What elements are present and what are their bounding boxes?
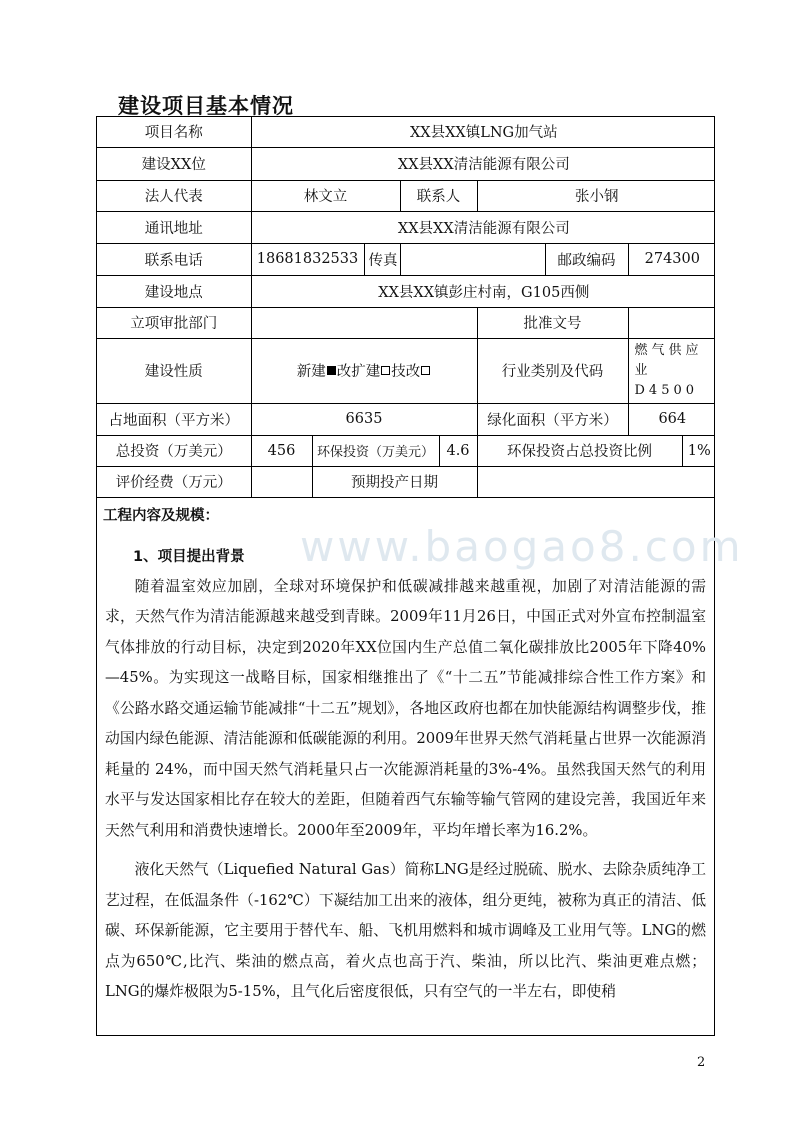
env-investment-value: 4.6: [439, 435, 477, 466]
location-value: XX县XX镇彭庄村南，G105西侧: [251, 275, 715, 307]
row-eval-fee: [97, 466, 715, 497]
approval-dept-value: [251, 307, 477, 338]
industry-value: 燃气供应业D4500: [628, 338, 715, 403]
phone-value: 18681832533: [251, 243, 364, 275]
approval-no-value: [628, 307, 715, 338]
row-nature: [97, 338, 715, 403]
legal-rep-label: 法人代表: [97, 180, 251, 211]
eval-fee-label: 评价经费（万元）: [97, 466, 251, 497]
row-location: [97, 275, 715, 307]
fax-value: [400, 243, 545, 275]
scope-title: 工程内容及规模：: [103, 507, 219, 524]
nature-label: 建设性质: [97, 338, 251, 403]
checkbox-new[interactable]: [327, 366, 336, 375]
row-address: [97, 211, 715, 243]
env-ratio-value: 1%: [682, 435, 715, 466]
address-value: XX县XX清洁能源有限公司: [251, 211, 715, 243]
postcode-value: 274300: [628, 243, 715, 275]
land-area-label: 占地面积（平方米）: [97, 403, 251, 435]
nature-new-label: 新建: [296, 364, 326, 380]
row-investment: [97, 435, 715, 466]
project-name-value: XX县XX镇LNG加气站: [251, 117, 715, 147]
row-project-name: [97, 117, 715, 147]
paragraph-1: 随着温室效应加剧，全球对环境保护和低碳减排越来越重视，加剧了对清洁能源的需求，天然气作为清洁能源越来越受到青睐。2009年11月26日，中国正式对外宣布控制温室气体排放的行动目标，决定到2020年XX位国内生产总值二氧化碳排放比2005年下降40%—45%。为实现这一战略目标，国家相继推出了《“十二五”节能减排综合性工作方案》和《公路水路交通运输节能减排“十二五”规划》，各地区政府也都在加快能源结构调整步伐，推动国内绿色能源、清洁能源和低碳能源的利用。2009年世界天然气消耗量占世界一次能源消耗量的 24%，而中国天然气消耗量只占一次能源消耗量的3%-4%。虽然我国天然气的利用水平与发达国家相比存在较大的差距，但随着西气东输等输气管网的建设完善，我国近年来天然气利用和消费快速增长。2000年至2009年，平均年增长率为16.2%。: [105, 577, 706, 839]
page-title: 建设项目基本情况: [118, 94, 294, 118]
row-builder: [97, 147, 715, 180]
contact-label: 联系人: [400, 180, 477, 211]
fax-label: 传真: [364, 243, 400, 275]
approval-no-label: 批准文号: [477, 307, 628, 338]
location-label: 建设地点: [97, 275, 251, 307]
land-area-value: 6635: [251, 403, 477, 435]
builder-label: 建设XX位: [97, 147, 251, 180]
row-approval: [97, 307, 715, 338]
nature-expand-label: 改扩建: [336, 364, 381, 380]
legal-rep-value: 林文立: [251, 180, 400, 211]
industry-label: 行业类别及代码: [477, 338, 628, 403]
env-investment-label: 环保投资（万美元）: [312, 435, 439, 466]
project-name-label: 项目名称: [97, 117, 251, 147]
approval-dept-label: 立项审批部门: [97, 307, 251, 338]
checkbox-expand[interactable]: [381, 366, 390, 375]
start-date-value: [477, 466, 715, 497]
page-number: 2: [697, 1055, 706, 1070]
postcode-label: 邮政编码: [545, 243, 628, 275]
address-label: 通讯地址: [97, 211, 251, 243]
paragraph-2: 液化天然气（Liquefied Natural Gas）简称LNG是经过脱硫、脱水、去除杂质纯净工艺过程，在低温条件（-162℃）下凝结加工出来的液体，组分更纯，被称为真正的清洁、低碳、环保新能源，它主要用于替代车、船、飞机用燃料和城市调峰及工业用气等。LNG的燃点为650℃,比汽、柴油的燃点高，着火点也高于汽、柴油，所以比汽、柴油更难点燃；LNG的爆炸极限为5-15%，且气化后密度很低，只有空气的一半左右，即使稍: [105, 861, 706, 1000]
row-legal-rep: [97, 180, 715, 211]
env-ratio-label: 环保投资占总投资比例: [477, 435, 682, 466]
contact-value: 张小钢: [477, 180, 715, 211]
checkbox-tech[interactable]: [421, 366, 430, 375]
phone-label: 联系电话: [97, 243, 251, 275]
project-content: [97, 498, 714, 1008]
row-phone: [97, 243, 715, 275]
project-info-table: [97, 117, 715, 498]
row-area: [97, 403, 715, 435]
green-area-value: 664: [628, 403, 715, 435]
investment-value: 456: [251, 435, 312, 466]
project-info-frame: [96, 116, 715, 1036]
nature-tech-label: 技改: [391, 364, 421, 380]
section-title-background: 1、项目提出背景: [133, 548, 245, 565]
eval-fee-value: [251, 466, 312, 497]
investment-label: 总投资（万美元）: [97, 435, 251, 466]
green-area-label: 绿化面积（平方米）: [477, 403, 628, 435]
start-date-label: 预期投产日期: [312, 466, 477, 497]
nature-options: [251, 338, 477, 403]
builder-value: XX县XX清洁能源有限公司: [251, 147, 715, 180]
watermark: www.baogao8.com: [300, 522, 744, 571]
